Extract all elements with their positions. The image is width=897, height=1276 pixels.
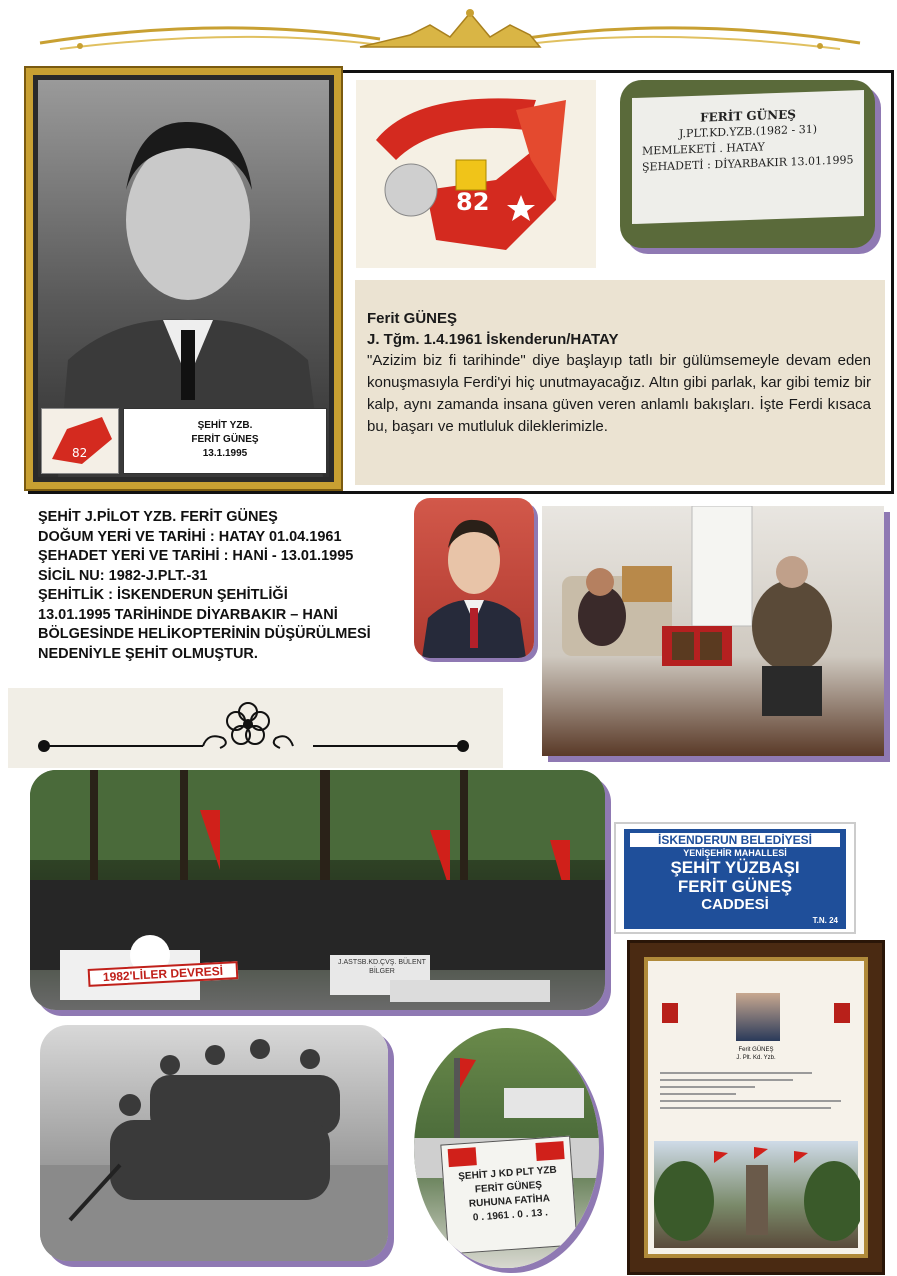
portrait-caption-line1: ŞEHİT YZB. [197, 420, 253, 431]
top-ornament [20, 5, 880, 65]
street-sign-line5: CADDESİ [701, 896, 769, 913]
yearbook-name: Ferit GÜNEŞ [367, 310, 458, 327]
grave-small-line2: FERİT GÜNEŞ [474, 1179, 543, 1196]
flag-icon [535, 1141, 564, 1161]
street-sign-line4: FERİT GÜNEŞ [677, 877, 793, 896]
portrait-caption-line2: FERİT GÜNEŞ [191, 434, 259, 445]
gravestone-plate [632, 90, 864, 224]
monument-scene [654, 1141, 860, 1241]
badge-icon [42, 409, 118, 473]
street-sign-line1: İSKENDERUN BELEDİYESİ [630, 833, 840, 847]
emblem-right-icon [834, 1003, 850, 1023]
certificate-photo [736, 993, 780, 1041]
certificate-frame [627, 940, 885, 1275]
ceremony-banner: 1982'LİLER DEVRESİ [88, 961, 239, 987]
ceremony-stone: J.ASTSB.KD.ÇVŞ. BÜLENT BİLGER [338, 959, 426, 975]
grave-small-photo [414, 1028, 599, 1268]
yearbook-clip [355, 280, 885, 485]
badge-thumb-number: 82 [72, 446, 88, 460]
bio-block [38, 508, 418, 664]
soldiers-scene [40, 1025, 388, 1261]
flower-divider [8, 688, 503, 768]
ceremony-photo [30, 770, 605, 1010]
grave-small-line4: 0 . 1961 . 0 . 13 . [472, 1207, 549, 1224]
certificate-rank: J. Plt. Kd. Yzb. [736, 1055, 776, 1061]
gravestone-photo [620, 80, 875, 248]
soldiers-photo [40, 1025, 388, 1261]
yearbook-text: "Azizim biz fi tarihinde" diye başlayıp tatlı bir gülümsemeyle devam eden konuşmasıyla Ferdi'yi hiç unutmayacağız. Altın gibi parlak, kar gibi temiz bir kalp, aynı zamanda insana güven veren anlamlı bakışları. İşte Ferdi kısaca bu, başarı ve mutluluk dileklerimizle. [367, 352, 871, 435]
street-sign [614, 822, 856, 934]
bio-line: ŞEHİTLİK : İSKENDERUN ŞEHİTLİĞİ [38, 587, 288, 603]
bio-line: 13.01.1995 TARİHİNDE DİYARBAKIR – HANİ [38, 606, 338, 623]
certificate-monument-photo [654, 1141, 858, 1248]
street-sign-number: T.N. 24 [812, 916, 838, 925]
grave-small-plate [440, 1136, 577, 1255]
street-sign-line2: YENİŞEHİR MAHALLESİ [683, 848, 787, 858]
class-badge [356, 80, 596, 268]
certificate-text-block [660, 1067, 850, 1131]
street-sign-line3: ŞEHİT YÜZBAŞI [670, 858, 800, 877]
flower-icon [227, 703, 269, 744]
bio-line: BÖLGESİNDE HELİKOPTERİNİN DÜŞÜRÜLMESİ [38, 626, 371, 642]
gravestone-line3: MEMLEKETİ . HATAY [642, 140, 765, 158]
color-portrait-figure [414, 498, 534, 658]
gravestone-line2: J.PLT.KD.YZB.(1982 - 31) [679, 122, 817, 141]
portrait-caption-line3: 13.1.1995 [202, 448, 248, 459]
bio-line: ŞEHADET YERİ VE TARİHİ : HANİ - 13.01.1995 [38, 548, 354, 564]
bio-line: SİCİL NU: 1982-J.PLT.-31 [38, 567, 208, 584]
certificate-name: Ferit GÜNEŞ [738, 1047, 774, 1053]
portrait-frame [26, 68, 341, 489]
color-portrait [414, 498, 534, 658]
grave-small-line1: ŞEHİT J KD PLT YZB [457, 1164, 558, 1183]
gravestone-line1: FERİT GÜNEŞ [700, 107, 796, 125]
grave-small-line3: RUHUNA FATİHA [468, 1193, 551, 1210]
home-visit-photo [542, 506, 884, 756]
bio-line: NEDENİYLE ŞEHİT OLMUŞTUR. [38, 645, 258, 662]
emblem-left-icon [662, 1003, 678, 1023]
bio-line: ŞEHİT J.PİLOT YZB. FERİT GÜNEŞ [38, 509, 278, 525]
portrait-caption [123, 408, 327, 474]
badge-number: 82 [456, 188, 490, 216]
flag-icon [448, 1147, 477, 1167]
yearbook-rank-line: J. Tğm. 1.4.1961 İskenderun/HATAY [367, 331, 619, 348]
street-sign-plate [624, 829, 846, 929]
divider-panel [8, 688, 503, 768]
gravestone-line4: ŞEHADETİ : DİYARBAKIR 13.01.1995 [642, 153, 854, 174]
portrait-badge-thumb [41, 408, 119, 474]
badge-emblem [356, 80, 596, 268]
home-visit-scene [542, 506, 884, 756]
certificate-paper [644, 957, 868, 1258]
bio-line: DOĞUM YERİ VE TARİHİ : HATAY 01.04.1961 [38, 528, 342, 545]
